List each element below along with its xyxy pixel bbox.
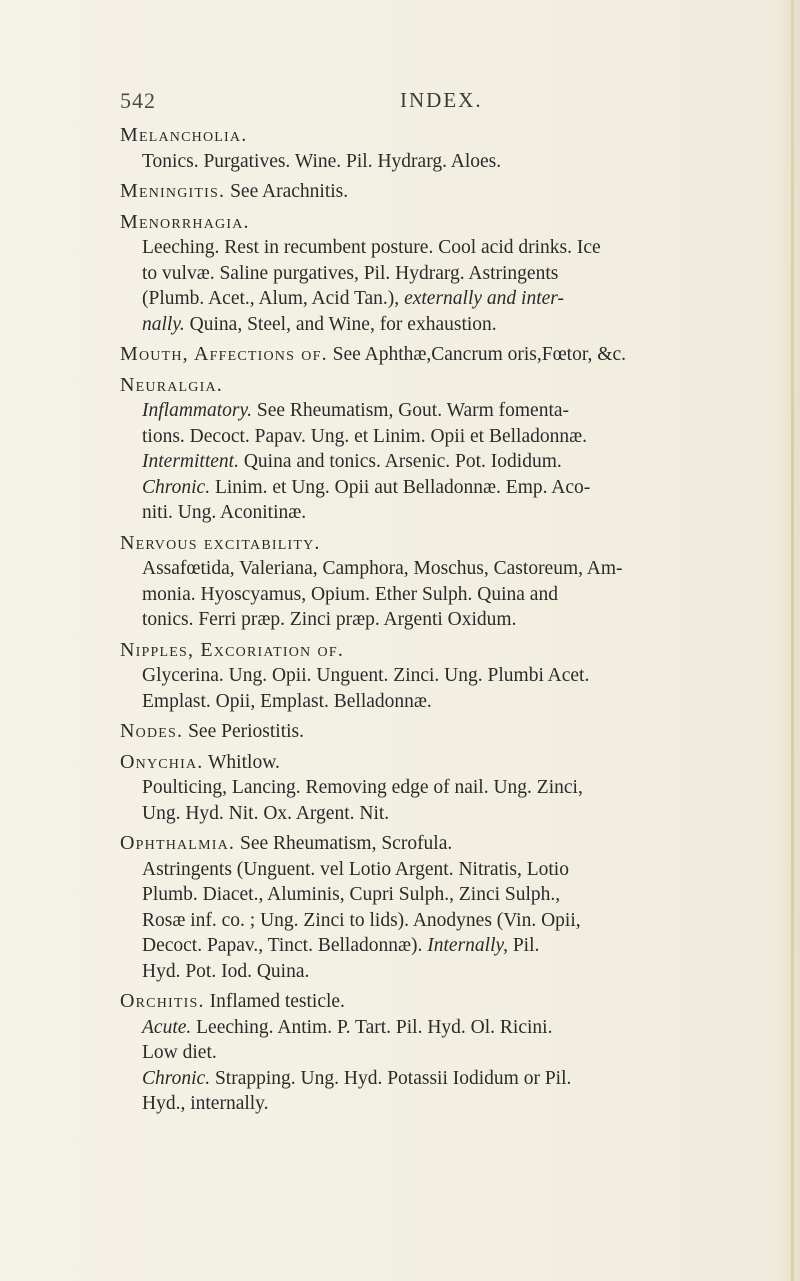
entry-line <box>120 286 770 312</box>
index-list <box>120 123 770 1122</box>
index-entry-meningitis <box>120 179 770 205</box>
entry-term: Nodes. <box>120 720 184 742</box>
entry-term: Orchitis. <box>120 990 205 1012</box>
entry-line <box>120 1066 770 1092</box>
entry-term: Onychia. <box>120 750 204 773</box>
entry-line: niti. Ung. Aconitinæ. <box>142 502 307 523</box>
page-edge <box>791 0 794 1281</box>
entry-gloss: Inflamed testicle. <box>209 991 345 1012</box>
entry-term: Meningitis. <box>120 180 226 202</box>
entry-line: Astringents (Unguent. vel Lotio Argent. Nitratis, Lotio <box>142 858 569 880</box>
entry-line <box>120 449 770 475</box>
index-entry-onychia <box>120 750 770 827</box>
index-entry-nervous-excitability <box>120 531 770 633</box>
index-entry-melancholia <box>120 123 770 174</box>
entry-line: Emplast. Opii, Emplast. Belladonnæ. <box>142 690 432 712</box>
entry-line: Rosæ inf. co. ; Ung. Zinci to lids). Anodynes (Vin. Opii, <box>142 909 581 931</box>
index-entry-mouth <box>120 342 770 368</box>
cross-reference: See Rheumatism, Scrofula. <box>239 833 453 854</box>
cross-reference: See Periostitis. <box>188 721 304 742</box>
index-entry-neuralgia <box>120 373 770 526</box>
entry-text: See Rheumatism, Gout. Warm fomenta- <box>256 400 570 421</box>
entry-line: tonics. Ferri præp. Zinci præp. Argenti Oxidum. <box>142 609 517 630</box>
entry-text: Pil. <box>512 935 540 956</box>
cross-reference: See Aphthæ,Cancrum oris,Fœtor, &c. <box>332 344 626 365</box>
entry-text: Linim. et Ung. Opii aut Belladonnæ. Emp. Aco- <box>214 476 591 498</box>
sub-label: Chronic. <box>142 476 211 498</box>
entry-line: Plumb. Diacet., Aluminis, Cupri Sulph., Zinci Sulph., <box>142 884 561 905</box>
entry-text: (Plumb. Acet., Alum, Acid Tan.), <box>142 288 400 309</box>
entry-line: Low diet. <box>142 1042 217 1063</box>
cross-reference: See Arachnitis. <box>230 181 349 202</box>
entry-line: Tonics. Purgatives. Wine. Pil. Hydrarg. Aloes. <box>142 150 502 172</box>
index-entry-ophthalmia <box>120 831 770 984</box>
entry-text: Quina, Steel, and Wine, for exhaustion. <box>189 313 497 335</box>
entry-text: Decoct. Papav., Tinct. Belladonnæ). <box>142 935 423 956</box>
entry-line: Poulticing, Lancing. Removing edge of nail. Ung. Zinci, <box>142 777 583 798</box>
entry-term: Menorrhagia. <box>120 210 250 233</box>
italic-text: nally. <box>142 313 185 335</box>
entry-line: Glycerina. Ung. Opii. Unguent. Zinci. Ung. Plumbi Acet. <box>142 665 590 686</box>
entry-term: Neuralgia. <box>120 373 223 396</box>
entry-line <box>120 398 770 424</box>
running-head: INDEX. <box>400 88 483 112</box>
sub-label: Inflammatory. <box>142 400 252 421</box>
entry-line <box>120 475 770 501</box>
entry-line <box>120 1015 770 1041</box>
sub-label: Intermittent. <box>142 451 239 472</box>
entry-line: Assafœtida, Valeriana, Camphora, Moschus, Castoreum, Am- <box>142 558 623 579</box>
entry-gloss: Whitlow. <box>208 751 280 773</box>
entry-line: monia. Hyoscyamus, Opium. Ether Sulph. Quina and <box>142 583 558 605</box>
page-number: 542 <box>120 88 156 113</box>
entry-term: Nervous excitability. <box>120 531 321 554</box>
index-entry-orchitis <box>120 989 770 1117</box>
sub-label: Chronic. <box>142 1067 211 1089</box>
entry-term: Mouth, Affections of. <box>120 343 328 365</box>
entry-line: Hyd. Pot. Iod. Quina. <box>142 960 310 982</box>
index-entry-menorrhagia <box>120 210 770 338</box>
entry-term: Nipples, Excoriation of. <box>120 638 345 661</box>
entry-line: tions. Decoct. Papav. Ung. et Linim. Opii et Belladonnæ. <box>142 425 587 447</box>
entry-line: to vulvæ. Saline purgatives, Pil. Hydrarg. Astringents <box>142 262 559 284</box>
entry-line: Hyd., internally. <box>142 1093 269 1114</box>
entry-term: Melancholia. <box>120 124 248 146</box>
entry-line <box>120 933 770 959</box>
index-entry-nodes <box>120 719 770 745</box>
sub-label: Acute. <box>142 1016 192 1038</box>
page-header <box>120 88 780 118</box>
entry-text: Strapping. Ung. Hyd. Potassii Iodidum or Pil. <box>214 1067 572 1089</box>
italic-text: externally and inter- <box>404 288 564 309</box>
entry-line: Ung. Hyd. Nit. Ox. Argent. Nit. <box>142 802 390 824</box>
index-entry-nipples <box>120 638 770 715</box>
entry-line <box>120 312 770 338</box>
entry-line: Leeching. Rest in recumbent posture. Cool acid drinks. Ice <box>142 237 601 258</box>
italic-text: Internally, <box>427 935 508 956</box>
entry-term: Ophthalmia. <box>120 832 236 854</box>
entry-text: Quina and tonics. Arsenic. Pot. Iodidum. <box>243 451 562 472</box>
entry-text: Leeching. Antim. P. Tart. Pil. Hyd. Ol. Ricini. <box>196 1016 553 1038</box>
